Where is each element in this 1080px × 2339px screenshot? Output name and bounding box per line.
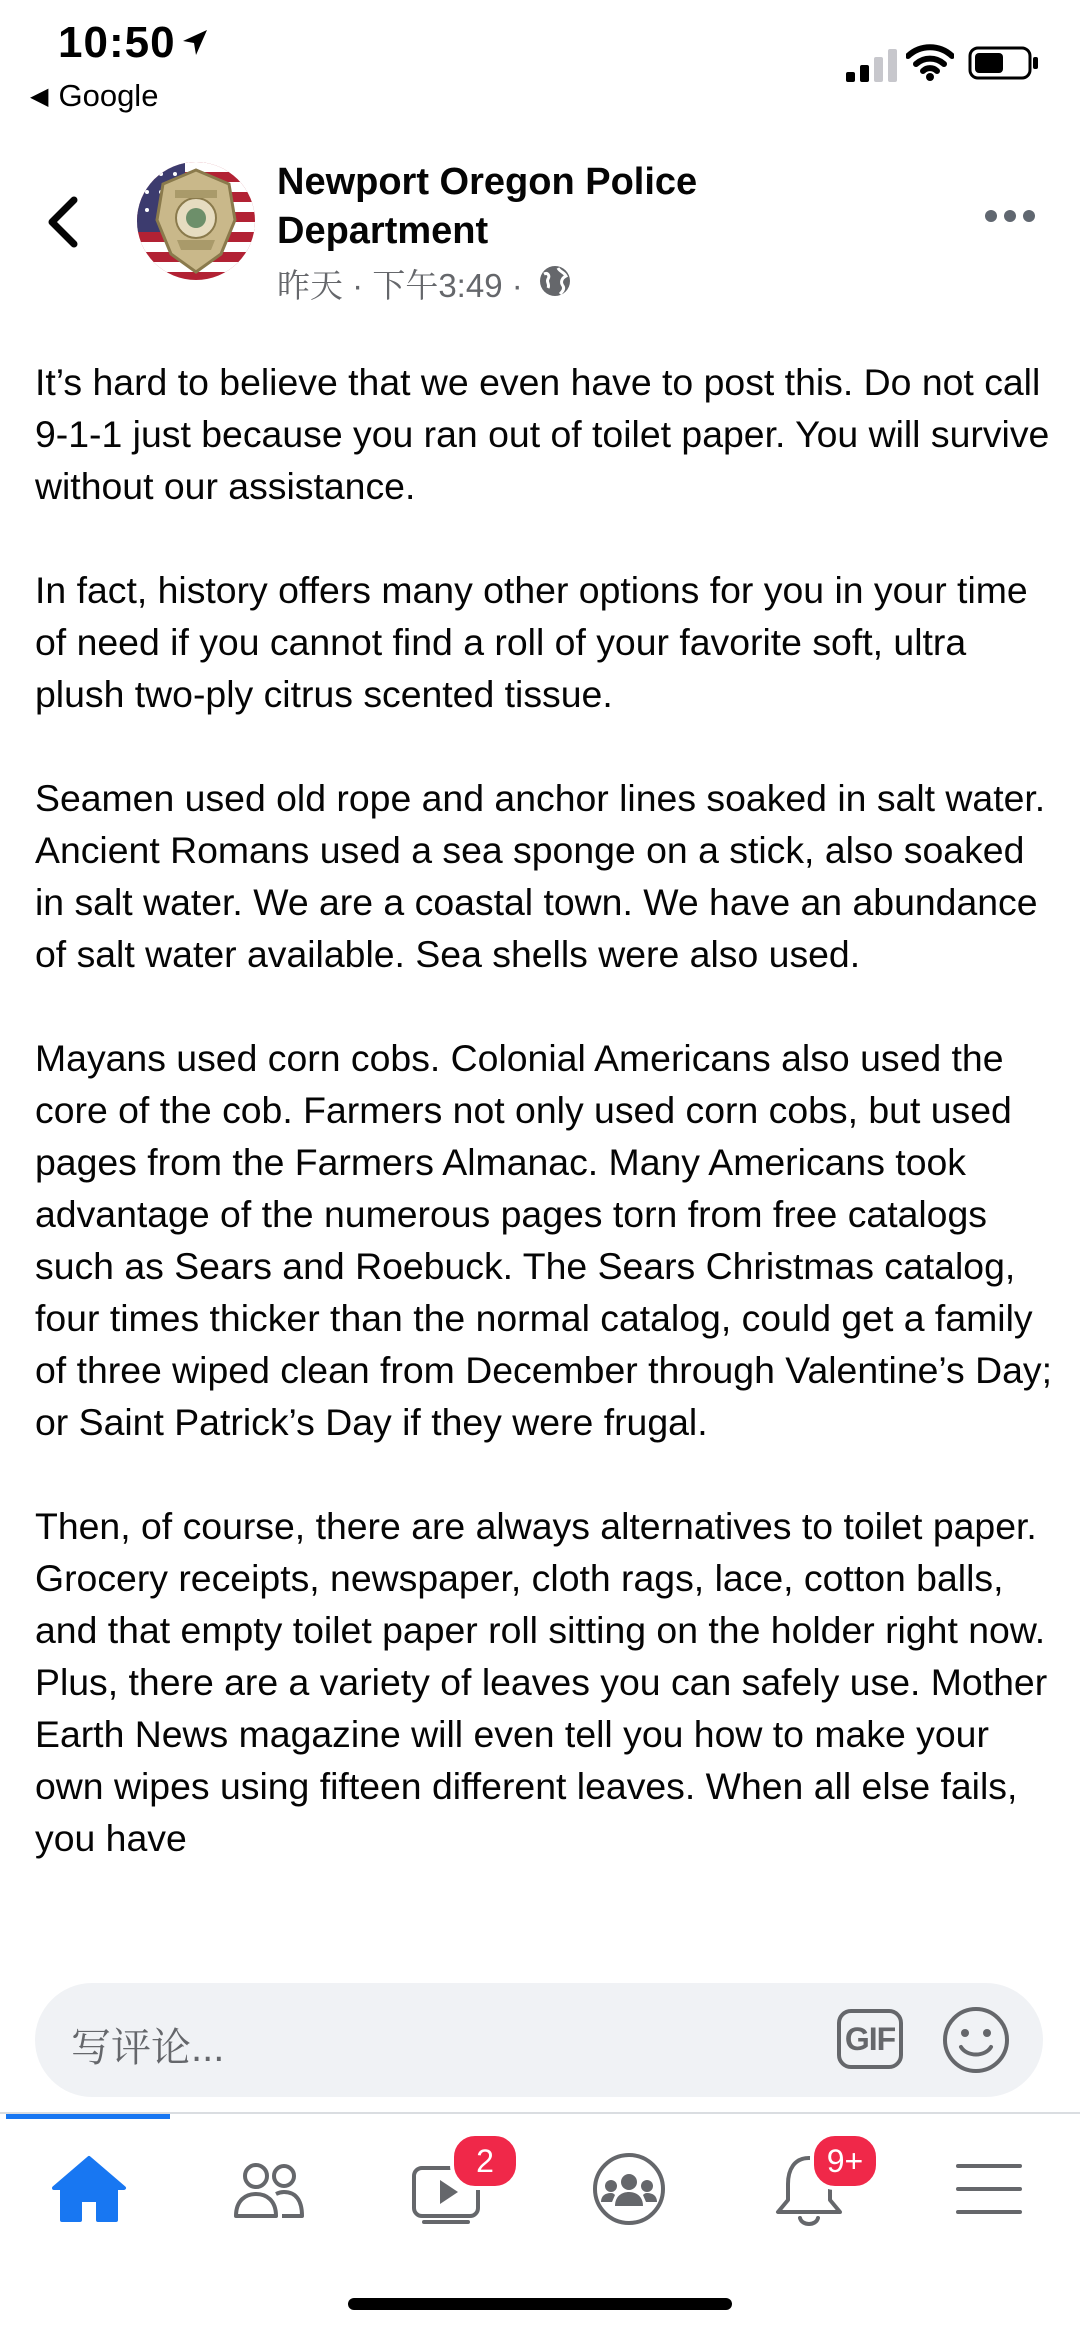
back-app-label: Google bbox=[58, 78, 159, 113]
tab-friends[interactable] bbox=[224, 2144, 314, 2234]
tab-home[interactable] bbox=[44, 2144, 134, 2234]
back-to-google-link[interactable] bbox=[30, 78, 158, 114]
page-name-link[interactable]: Newport Oregon Police Department bbox=[277, 161, 698, 252]
gif-button[interactable]: GIF bbox=[837, 2009, 903, 2069]
globe-icon bbox=[538, 264, 572, 306]
tab-notifications[interactable] bbox=[764, 2143, 864, 2234]
location-arrow-icon bbox=[180, 28, 210, 63]
post-body bbox=[35, 356, 1055, 1916]
comment-placeholder: 写评论... bbox=[71, 2026, 225, 2070]
battery-icon bbox=[968, 46, 1040, 85]
home-indicator[interactable] bbox=[348, 2298, 732, 2310]
post-paragraph: Seamen used old rope and anchor lines soaked in salt water. Ancient Romans used a sea sponge on a stick, also soaked in salt water. We are a coastal town. We have an abundance of salt water available. Sea shells were also used. bbox=[35, 777, 1046, 975]
post-paragraph: It’s hard to believe that we even have to post this. Do not call 9-1-1 just because you ran out of toilet paper. You will survive without our assistance. bbox=[35, 361, 1050, 507]
post-paragraph: Then, of course, there are always alternatives to toilet paper. Grocery receipts, newspaper, cloth rags, lace, cotton balls, and that empty toilet paper roll sitting on the holder right now. Plus, there are a variety of leaves you can safely use. Mother Earth News magazine will even tell you how to make your own wipes using fifteen different leaves. When all else fails, you have bbox=[35, 1505, 1048, 1859]
home-icon bbox=[44, 2144, 134, 2234]
more-icon[interactable] bbox=[984, 208, 1036, 229]
signal-icon bbox=[846, 48, 898, 87]
comment-bar bbox=[0, 1965, 1080, 2115]
back-chevron-icon[interactable] bbox=[44, 194, 84, 255]
notifications-badge: 9+ bbox=[810, 2132, 880, 2190]
post-meta bbox=[277, 260, 572, 309]
back-triangle-icon: ◀ bbox=[30, 83, 49, 110]
post-header bbox=[0, 150, 1080, 310]
comment-input[interactable] bbox=[35, 1983, 1043, 2097]
status-time: 10:50 bbox=[58, 18, 176, 67]
bottom-tab-bar bbox=[0, 2112, 1080, 2264]
tab-menu[interactable] bbox=[944, 2144, 1034, 2234]
emoji-icon[interactable] bbox=[941, 2005, 1011, 2080]
wifi-icon bbox=[906, 44, 954, 87]
active-tab-indicator bbox=[6, 2114, 170, 2119]
watch-badge: 2 bbox=[450, 2132, 520, 2190]
page-avatar[interactable] bbox=[137, 162, 255, 280]
friends-icon bbox=[224, 2144, 314, 2234]
post-paragraph: Mayans used corn cobs. Colonial Americans also used the core of the cob. Farmers not only used corn cobs, but used pages from the Farmers Almanac. Many Americans took advantage of the numerous pages torn from free catalogs such as Sears and Roebuck. The Sears Christmas catalog, four times thicker than the normal catalog, could get a family of three wiped clean from December through Valentine’s Day; or Saint Patrick’s Day if they were frugal. bbox=[35, 1037, 1053, 1443]
tab-watch[interactable] bbox=[404, 2144, 494, 2234]
menu-icon bbox=[944, 2144, 1034, 2234]
post-paragraph: In fact, history offers many other options for you in your time of need if you cannot find a roll of your favorite soft, ultra plush two-ply citrus scented tissue. bbox=[35, 569, 1028, 715]
groups-icon bbox=[584, 2144, 674, 2234]
post-timestamp: 昨天 · 下午3:49 · bbox=[277, 267, 523, 304]
status-bar bbox=[0, 0, 1080, 120]
tab-groups[interactable] bbox=[584, 2144, 674, 2234]
